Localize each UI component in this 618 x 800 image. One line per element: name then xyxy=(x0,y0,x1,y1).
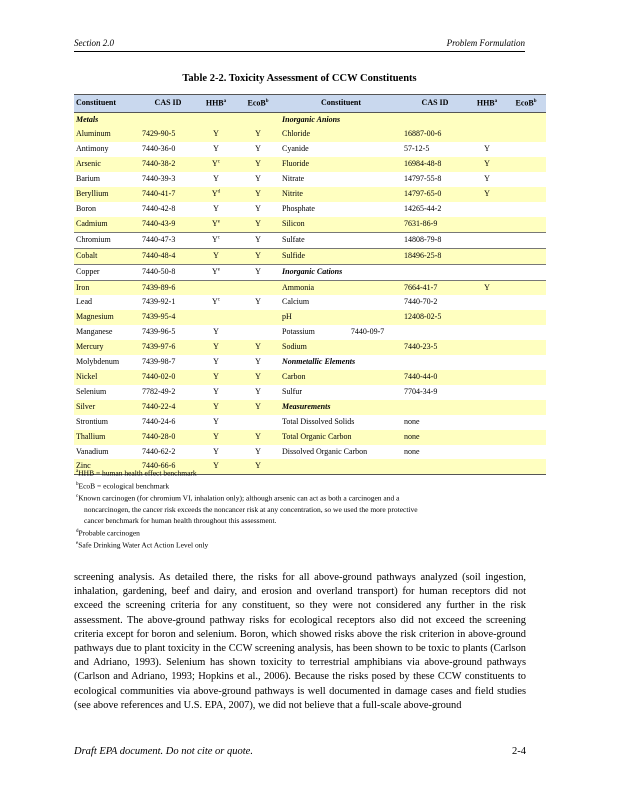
table-row xyxy=(74,217,546,232)
cas-id: 14797-65-0 xyxy=(402,187,468,202)
ecob-flag: Y xyxy=(236,217,280,232)
ecob-flag xyxy=(506,415,546,430)
cas-id: 7440-02-0 xyxy=(140,370,196,385)
constituent-name: Iron xyxy=(74,280,140,295)
ecob-flag xyxy=(506,430,546,445)
cas-id: 12408-02-5 xyxy=(402,310,468,325)
ecob-flag xyxy=(506,172,546,187)
toxicity-table xyxy=(74,94,546,475)
ecob-flag: Y xyxy=(236,232,280,248)
ecob-flag: Y xyxy=(255,357,261,367)
hhb-flag xyxy=(468,415,506,430)
page-footer xyxy=(74,746,526,757)
table-row xyxy=(74,264,546,280)
ecob-flag xyxy=(506,280,546,295)
table-row xyxy=(74,157,546,172)
table-row xyxy=(74,415,546,430)
constituent-name: Zinc xyxy=(74,459,140,474)
ecob-flag: Y xyxy=(236,187,280,202)
hhb-flag xyxy=(468,127,506,142)
constituent-name: Vanadium xyxy=(76,446,109,456)
cas-id: 7440-24-6 xyxy=(142,416,176,426)
hhb-flag: Y xyxy=(213,174,219,184)
ecob-flag xyxy=(506,232,546,248)
constituent-name: Lead xyxy=(76,297,92,307)
cas-id: 7439-92-1 xyxy=(142,297,176,307)
hhb-flag xyxy=(468,370,506,385)
hhb-flag: Y xyxy=(196,127,236,142)
ecob-flag xyxy=(506,310,546,325)
cas-id: 7782-49-2 xyxy=(142,386,176,396)
cas-id: 57-12-5 xyxy=(404,144,430,154)
cas-id: 7440-23-5 xyxy=(402,340,468,355)
ecob-flag: Y xyxy=(236,340,280,355)
hhb-flag xyxy=(468,248,506,264)
constituent-name: Fluoride xyxy=(280,157,402,172)
cas-id: 7429-90-5 xyxy=(140,127,196,142)
cas-id: 16887-00-6 xyxy=(402,127,468,142)
constituent-name: Potassium 7440-09-7 xyxy=(282,327,385,337)
ecob-flag: Y xyxy=(236,248,280,264)
constituent-name: pH xyxy=(280,310,402,325)
constituent-name: Nitrate xyxy=(282,174,305,184)
cas-id: 7440-28-0 xyxy=(140,430,196,445)
constituent-name: Calcium xyxy=(282,297,310,307)
constituent-name: Antimony xyxy=(76,144,109,154)
col-ecob-2: EcoB$^b$ xyxy=(506,95,546,113)
hhb-flag xyxy=(468,295,506,310)
page-number: 2-4 xyxy=(512,746,526,757)
ecob-flag xyxy=(236,280,280,295)
col-hhb-2: HHB$^a$ xyxy=(468,95,506,113)
table-row xyxy=(74,385,546,400)
table-row xyxy=(74,280,546,295)
ecob-flag xyxy=(506,370,546,385)
ecob-flag: Y xyxy=(255,204,261,213)
section-label: Metals xyxy=(74,112,280,127)
section-label: Measurements xyxy=(280,400,546,415)
constituent-name: Cyanide xyxy=(282,144,309,154)
table-row xyxy=(74,232,546,248)
table-header-row xyxy=(74,95,546,113)
cas-id: 7439-98-7 xyxy=(142,357,176,367)
constituent-name: Boron xyxy=(76,204,96,213)
table-row xyxy=(74,355,546,370)
constituent-name: Sulfur xyxy=(282,386,302,396)
table-row xyxy=(74,112,546,127)
hhb-flag: Y xyxy=(196,430,236,445)
hhb-flag: Y xyxy=(213,357,219,367)
cas-id: 7440-70-2 xyxy=(404,297,438,307)
cas-id: 7440-38-2 xyxy=(140,157,196,172)
hhb-flag: $Y^c$ xyxy=(196,232,236,248)
table-row xyxy=(74,310,546,325)
cas-id: 7440-39-3 xyxy=(142,174,176,184)
constituent-name: Total Dissolved Solids xyxy=(282,416,355,426)
cas-id xyxy=(402,325,468,340)
constituent-name: Molybdenum xyxy=(76,357,120,367)
constituent-name: Magnesium xyxy=(74,310,140,325)
ecob-flag: Y xyxy=(255,144,261,154)
cas-id: 7440-22-4 xyxy=(140,400,196,415)
section-label: Inorganic Anions xyxy=(280,112,546,127)
hhb-flag: Y xyxy=(213,144,219,154)
ecob-flag xyxy=(236,415,280,430)
cas-id: none xyxy=(402,430,468,445)
hhb-flag xyxy=(468,340,506,355)
ecob-flag: Y xyxy=(236,127,280,142)
hhb-flag: Y xyxy=(213,446,219,456)
constituent-name: Dissolved Organic Carbon xyxy=(282,446,368,456)
cas-id: 16984-48-8 xyxy=(402,157,468,172)
constituent-name: Beryllium xyxy=(74,187,140,202)
footnote: $^d$Probable carcinogen xyxy=(76,528,140,537)
hhb-flag xyxy=(468,430,506,445)
ecob-flag xyxy=(506,187,546,202)
table-row xyxy=(74,172,546,187)
ecob-flag xyxy=(506,217,546,232)
col-cas-2: CAS ID xyxy=(402,95,468,113)
table-title: Table 2-2. Toxicity Assessment of CCW Constituents xyxy=(182,73,417,84)
cas-id-inline: 7440-09-7 xyxy=(350,327,385,337)
hhb-flag: $Y^e$ xyxy=(196,217,236,232)
constituent-name: Silicon xyxy=(280,217,402,232)
cas-id: 7440-47-3 xyxy=(140,232,196,248)
hhb-flag: Y xyxy=(468,157,506,172)
ecob-flag xyxy=(506,142,546,157)
ecob-flag xyxy=(506,295,546,310)
ecob-flag: Y xyxy=(255,446,261,456)
hhb-flag xyxy=(468,445,506,460)
constituent-name: Copper xyxy=(74,264,140,280)
hhb-flag: Y xyxy=(196,459,236,474)
constituent-name: Phosphate xyxy=(282,204,315,213)
hhb-flag xyxy=(468,202,506,217)
hhb-flag xyxy=(196,310,236,325)
hhb-flag: Y xyxy=(196,370,236,385)
cas-id: 7439-89-6 xyxy=(140,280,196,295)
table-row xyxy=(74,340,546,355)
constituent-name: Ammonia xyxy=(280,280,402,295)
hhb-flag xyxy=(468,232,506,248)
constituent-name: Cobalt xyxy=(74,248,140,264)
hhb-flag: Y xyxy=(213,386,219,396)
hhb-flag: Y xyxy=(484,174,490,184)
hhb-flag xyxy=(196,280,236,295)
constituent-name: Chromium xyxy=(74,232,140,248)
cas-id: 7664-41-7 xyxy=(402,280,468,295)
hhb-flag xyxy=(468,325,506,340)
header-section: Section 2.0 xyxy=(74,38,114,48)
ecob-flag xyxy=(506,325,546,340)
ecob-flag: Y xyxy=(236,264,280,280)
col-constituent-2: Constituent xyxy=(280,95,402,113)
constituent-name: Cadmium xyxy=(74,217,140,232)
ecob-flag xyxy=(506,340,546,355)
constituent-name: Carbon xyxy=(280,370,402,385)
constituent-name: Silver xyxy=(74,400,140,415)
ecob-flag: Y xyxy=(236,157,280,172)
hhb-flag: Y xyxy=(196,248,236,264)
cas-id: 7704-34-9 xyxy=(404,386,438,396)
ecob-flag xyxy=(236,310,280,325)
constituent-name: Thallium xyxy=(74,430,140,445)
hhb-flag: $Y^e$ xyxy=(196,264,236,280)
footnote: noncarcinogen, the cancer risk exceeds the noncancer risk at any concentration, so we used the more protective xyxy=(84,504,418,514)
hhb-flag: $Y^d$ xyxy=(196,187,236,202)
constituent-name: Sulfate xyxy=(280,232,402,248)
hhb-flag xyxy=(468,310,506,325)
ecob-flag: Y xyxy=(236,430,280,445)
hhb-flag: Y xyxy=(196,340,236,355)
cas-id: 14797-55-8 xyxy=(404,174,442,184)
col-hhb: HHB$^a$ xyxy=(196,95,236,113)
ecob-flag: Y xyxy=(255,386,261,396)
table-footnotes xyxy=(76,466,536,551)
hhb-flag xyxy=(468,217,506,232)
constituent-name: Mercury xyxy=(74,340,140,355)
ecob-flag: Y xyxy=(236,370,280,385)
ecob-flag: Y xyxy=(236,400,280,415)
table-row xyxy=(74,430,546,445)
hhb-flag: $Y^c$ xyxy=(196,157,236,172)
hhb-flag: Y xyxy=(484,144,490,154)
cas-id: 7440-44-0 xyxy=(402,370,468,385)
cas-id: 7631-86-9 xyxy=(402,217,468,232)
body-paragraph: screening analysis. As detailed there, the risks for all above-ground pathways analyzed (soil ingestion, inhalation, gardening, beef and dairy, and erosion and overland transport) for human receptors did not exceed the screening criteria for any constituent, so they were not considered any further in the risk assessment. The above-ground pathway risks for ecological receptors also did not exceed the screening criteria except for boron and selenium. Boron, which showed risks above the risk criterion in above-ground pathways due to plant toxicity in the CCW screening analysis, has been shown to be toxic to plants (Carlson and Adriano, 1993). Selenium has shown toxicity to terrestrial amphibians via above-ground pathways (Carlson and Adriano, 1993; Hopkins et al., 2006). Because the risks posed by these CCW constituents to ecological communities via above-ground pathways is well documented in damage cases and field studies (see above references and U.S. EPA, 2007), we did not believe that a full-scale above-ground xyxy=(74,572,526,711)
ecob-flag xyxy=(506,445,546,460)
hhb-flag: Y xyxy=(213,204,219,213)
table-row xyxy=(74,325,546,340)
cas-id: 7440-41-7 xyxy=(140,187,196,202)
constituent-name: Barium xyxy=(76,174,100,184)
col-ecob: EcoB$^b$ xyxy=(236,95,280,113)
ecob-flag xyxy=(506,202,546,217)
table-row xyxy=(74,295,546,310)
footer-disclaimer: Draft EPA document. Do not cite or quote. xyxy=(74,746,253,757)
hhb-flag: Y xyxy=(213,327,219,337)
table-row xyxy=(74,400,546,415)
table-row xyxy=(74,202,546,217)
cas-id: 7440-50-8 xyxy=(140,264,196,280)
table-row xyxy=(74,142,546,157)
col-constituent: Constituent xyxy=(74,95,140,113)
ecob-flag xyxy=(236,325,280,340)
table-row xyxy=(74,127,546,142)
ecob-flag xyxy=(506,385,546,400)
cas-id: 7440-42-8 xyxy=(142,204,176,213)
footnote: $^e$Safe Drinking Water Act Action Level only xyxy=(76,540,209,550)
ecob-flag xyxy=(506,248,546,264)
cas-id: 7439-96-5 xyxy=(142,327,176,337)
constituent-name: Nitrite xyxy=(280,187,402,202)
cas-id: 7440-43-9 xyxy=(140,217,196,232)
cas-id: none xyxy=(404,416,420,426)
hhb-flag: Y xyxy=(213,416,219,426)
constituent-name: Manganese xyxy=(76,327,113,337)
table-row xyxy=(74,445,546,460)
cas-id: 7440-66-6 xyxy=(140,459,196,474)
constituent-name: Chloride xyxy=(280,127,402,142)
table-row xyxy=(74,370,546,385)
ecob-flag xyxy=(506,127,546,142)
cas-id: 7440-36-0 xyxy=(142,144,176,154)
ecob-flag xyxy=(506,157,546,172)
hhb-flag: Y xyxy=(468,280,506,295)
constituent-name: Selenium xyxy=(76,386,107,396)
constituent-name: Sulfide xyxy=(280,248,402,264)
cas-id: 18496-25-8 xyxy=(402,248,468,264)
cas-id: none xyxy=(404,446,420,456)
cas-id: 7440-48-4 xyxy=(140,248,196,264)
footnote: $^a$HHB = human health effect benchmark xyxy=(76,468,197,478)
hhb-flag: Y xyxy=(196,400,236,415)
constituent-name: Sodium xyxy=(280,340,402,355)
cas-id: 14265-44-2 xyxy=(404,204,442,213)
hhb-flag: Y xyxy=(468,187,506,202)
cas-id: 7439-95-4 xyxy=(140,310,196,325)
ecob-flag: Y xyxy=(255,297,261,307)
constituent-name: Aluminum xyxy=(74,127,140,142)
section-label: Nonmetallic Elements xyxy=(282,357,356,367)
constituent-name: Arsenic xyxy=(74,157,140,172)
header-chapter: Problem Formulation xyxy=(446,38,525,48)
cas-id: 14808-79-8 xyxy=(402,232,468,248)
ecob-flag: Y xyxy=(236,459,280,474)
footnote: cancer benchmark for human health throughout this assessment. xyxy=(84,515,277,525)
hhb-flag: $Y^c$ xyxy=(211,297,220,307)
constituent-name: Nickel xyxy=(74,370,140,385)
cas-id: 7439-97-6 xyxy=(140,340,196,355)
cas-id: 7440-62-2 xyxy=(142,446,176,456)
hhb-flag xyxy=(468,385,506,400)
col-cas: CAS ID xyxy=(140,95,196,113)
running-header xyxy=(74,37,525,52)
footnote: $^c$Known carcinogen (for chromium VI, inhalation only); although arsenic can act as both a carcinogen and a xyxy=(76,493,400,503)
table-row xyxy=(74,248,546,264)
table-row xyxy=(74,187,546,202)
ecob-flag: Y xyxy=(255,174,261,184)
constituent-name: Strontium xyxy=(76,416,109,426)
footnote: $^b$EcoB = ecological benchmark xyxy=(76,481,170,490)
section-label: Inorganic Cations xyxy=(280,264,546,280)
constituent-name: Total Organic Carbon xyxy=(280,430,402,445)
